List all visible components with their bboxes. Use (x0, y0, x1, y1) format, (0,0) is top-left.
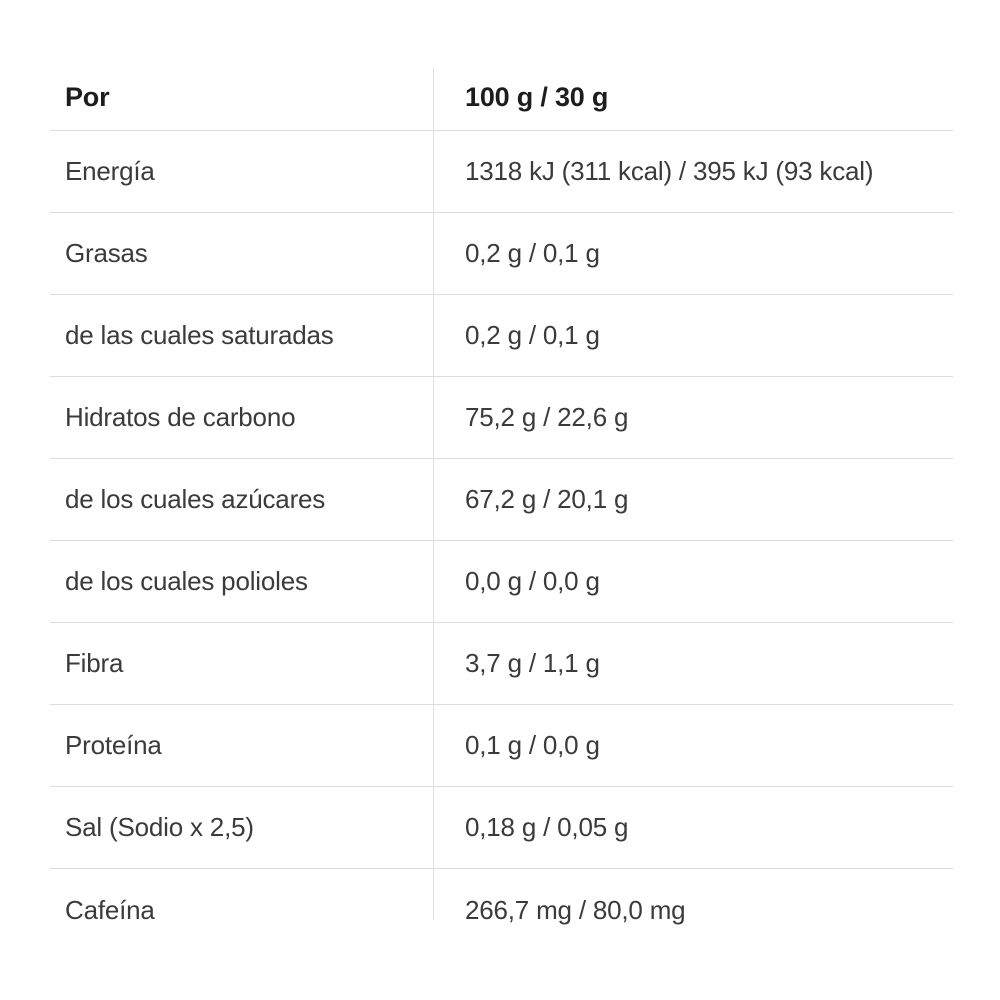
nutrient-value: 0,18 g / 0,05 g (465, 812, 629, 842)
nutrient-label: Grasas (65, 238, 148, 268)
table-row-fat (50, 213, 953, 295)
nutrient-value: 3,7 g / 1,1 g (465, 648, 600, 678)
header-serving-sizes: 100 g / 30 g (465, 82, 609, 112)
table-row-caffeine (50, 869, 953, 951)
nutrient-value: 266,7 mg / 80,0 mg (465, 894, 686, 925)
nutrient-label: Hidratos de carbono (65, 402, 296, 432)
nutrient-label: Proteína (65, 730, 162, 760)
table-row-sugars (50, 459, 953, 541)
nutrient-value: 0,1 g / 0,0 g (465, 730, 600, 760)
table-header-row (50, 65, 953, 131)
nutrient-value: 1318 kJ (311 kcal) / 395 kJ (93 kcal) (465, 156, 874, 186)
table-row-energy (50, 131, 953, 213)
column-divider (433, 67, 434, 920)
table-row-protein (50, 705, 953, 787)
nutrient-value: 75,2 g / 22,6 g (465, 402, 629, 432)
nutrient-value: 67,2 g / 20,1 g (465, 484, 629, 514)
table-row-fiber (50, 623, 953, 705)
header-per-label: Por (65, 82, 110, 112)
nutrient-label: Energía (65, 156, 155, 186)
nutrient-label: de los cuales polioles (65, 566, 308, 596)
nutrient-label: de los cuales azúcares (65, 484, 326, 514)
nutrient-label: Fibra (65, 648, 124, 678)
nutrient-label: Cafeína (65, 894, 155, 925)
table-row-polyols (50, 541, 953, 623)
table-row-saturated-fat (50, 295, 953, 377)
nutrition-facts-table (50, 65, 953, 951)
nutrient-value: 0,2 g / 0,1 g (465, 320, 600, 350)
nutrient-value: 0,2 g / 0,1 g (465, 238, 600, 268)
table-row-carbohydrates (50, 377, 953, 459)
table-row-salt (50, 787, 953, 869)
nutrient-label: Sal (Sodio x 2,5) (65, 812, 254, 842)
nutrient-label: de las cuales saturadas (65, 320, 334, 350)
nutrient-value: 0,0 g / 0,0 g (465, 566, 600, 596)
